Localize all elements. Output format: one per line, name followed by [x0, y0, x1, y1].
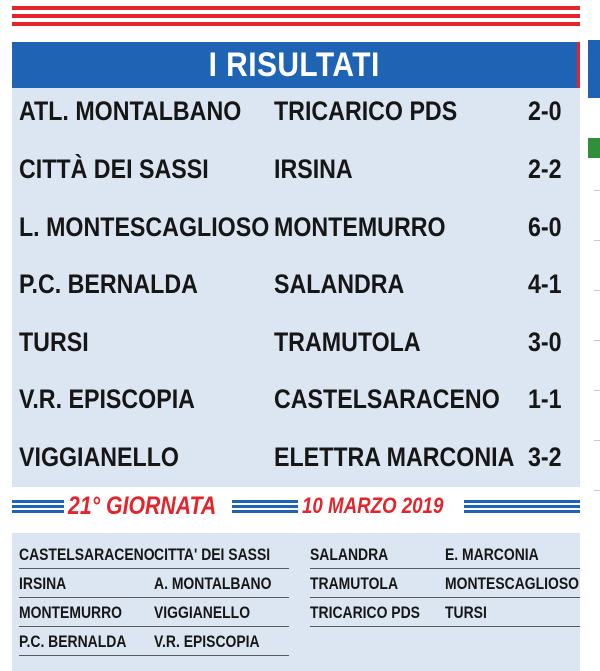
header-edge-accent	[577, 42, 580, 88]
top-decorative-stripes	[12, 6, 580, 28]
fixture-home: MONTEMURRO	[19, 603, 122, 622]
fixture-away: CITTA' DEI SASSI	[154, 545, 271, 564]
match-score: 3-0	[528, 327, 562, 357]
result-row	[12, 379, 580, 419]
away-team: CASTELSARACENO	[274, 384, 500, 414]
home-team: P.C. BERNALDA	[19, 269, 198, 299]
match-score: 4-1	[528, 269, 562, 299]
away-team: IRSINA	[274, 154, 353, 184]
fixture-home: TRAMUTOLA	[310, 574, 399, 593]
next-round-fixtures	[12, 533, 580, 671]
fixture-row	[19, 570, 289, 598]
home-team: V.R. EPISCOPIA	[19, 384, 195, 414]
away-team: TRAMUTOLA	[274, 327, 421, 357]
away-team: MONTEMURRO	[274, 212, 446, 242]
result-row	[12, 149, 580, 189]
fixture-away: VIGGIANELLO	[154, 603, 251, 622]
fixture-home: IRSINA	[19, 574, 67, 593]
match-score: 1-1	[528, 384, 562, 414]
fixture-home: SALANDRA	[310, 545, 389, 564]
home-team: L. MONTESCAGLIOSO	[19, 212, 270, 242]
match-score: 2-0	[528, 96, 562, 126]
result-row	[12, 437, 580, 477]
fixture-away: V.R. EPISCOPIA	[154, 632, 260, 651]
fixture-row	[19, 541, 289, 569]
fixture-row	[310, 570, 580, 598]
banner-stripes-left	[12, 500, 64, 512]
fixture-row	[19, 628, 289, 656]
home-team: CITTÀ DEI SASSI	[19, 154, 209, 184]
fixture-home: CASTELSARACENO	[19, 545, 155, 564]
match-score: 3-2	[528, 442, 562, 472]
results-table	[12, 88, 580, 487]
fixture-row	[310, 541, 580, 569]
away-team: TRICARICO PDS	[274, 96, 458, 126]
home-team: VIGGIANELLO	[19, 442, 179, 472]
result-row	[12, 322, 580, 362]
match-score: 6-0	[528, 212, 562, 242]
result-row	[12, 264, 580, 304]
fixture-row	[310, 599, 580, 627]
result-row	[12, 91, 580, 131]
banner-stripes-middle	[232, 500, 298, 512]
fixture-away: A. MONTALBANO	[154, 574, 272, 593]
match-score: 2-2	[528, 154, 562, 184]
away-team: SALANDRA	[274, 269, 405, 299]
result-row	[12, 207, 580, 247]
results-title: I RISULTATI	[208, 45, 381, 84]
round-label: 21° GIORNATA	[68, 492, 217, 520]
away-team: ELETTRA MARCONIA	[274, 442, 515, 472]
fixture-row	[19, 599, 289, 627]
results-header	[12, 42, 577, 88]
home-team: ATL. MONTALBANO	[19, 96, 242, 126]
fixture-home: TRICARICO PDS	[310, 603, 420, 622]
round-date: 10 MARZO 2019	[302, 493, 444, 518]
fixture-away: E. MARCONIA	[445, 545, 539, 564]
banner-stripes-right	[464, 500, 580, 512]
adjacent-column-edge	[588, 40, 600, 671]
fixture-away: TURSI	[445, 603, 487, 622]
home-team: TURSI	[19, 327, 89, 357]
fixture-away: MONTESCAGLIOSO	[445, 574, 579, 593]
next-round-banner	[12, 490, 580, 522]
fixture-home: P.C. BERNALDA	[19, 632, 127, 651]
